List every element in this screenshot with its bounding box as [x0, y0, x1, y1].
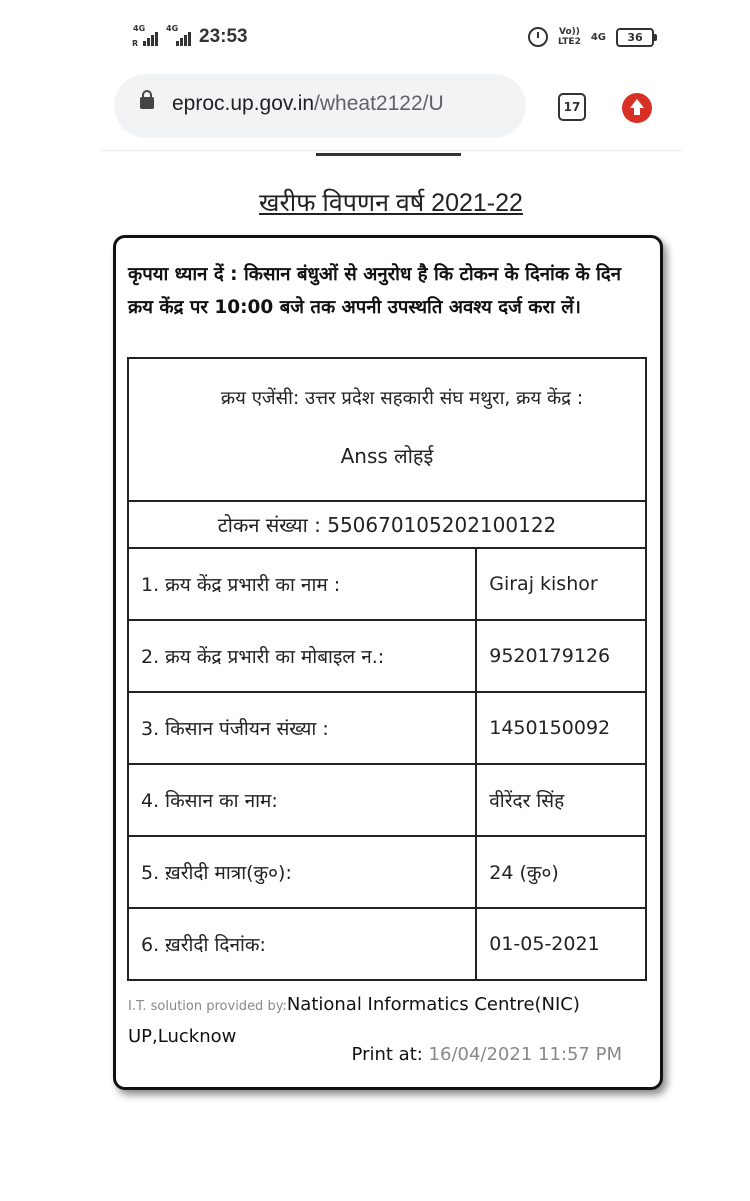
token-details-table [127, 357, 647, 981]
table-row [128, 764, 646, 836]
signal-strength-icon-sim1 [132, 24, 158, 48]
agency-cell [128, 358, 646, 501]
table-row [128, 692, 646, 764]
agency-label: क्रय एजेंसी: उत्तर प्रदेश सहकारी संघ मथुरा, क्रय केंद्र : [220, 388, 584, 409]
row-value: 1450150092 [476, 692, 646, 764]
nic-credit [128, 990, 648, 1052]
url-text[interactable] [172, 92, 512, 116]
battery-level: 36 [627, 30, 643, 44]
update-arrow-icon[interactable] [622, 93, 652, 123]
cut-off-underline [316, 153, 461, 156]
token-row [128, 501, 646, 548]
table-row [128, 620, 646, 692]
notice-text: कृपया ध्यान दें : किसान बंधुओं से अनुरोध है कि टोकन के दिनांक के दिन क्रय केंद्र पर 10:00 बजे तक अपनी उपस्थति अवश्य दर्ज करा लें। [128, 264, 622, 318]
tab-count: 17 [563, 100, 581, 114]
volte-bottom: LTE2 [558, 37, 581, 47]
row-label: 2. क्रय केंद्र प्रभारी का मोबाइल न.: [128, 620, 476, 692]
page-content [100, 150, 682, 1201]
signal-strength-icon-sim2 [166, 24, 191, 46]
status-left [133, 26, 248, 48]
volte-icon [558, 27, 581, 47]
network-type-icon: 4G [590, 31, 606, 43]
address-bar[interactable] [114, 74, 526, 138]
agency-row [128, 358, 646, 501]
row-label: 6. ख़रीदी दिनांक: [128, 908, 476, 980]
status-right [528, 27, 654, 47]
row-label: 1. क्रय केंद्र प्रभारी का नाम : [128, 548, 476, 620]
nic-name: National Informatics Centre(NIC) UP,Lucknow [128, 994, 580, 1047]
token-slip-card [113, 235, 663, 1090]
row-value: Giraj kishor [476, 548, 646, 620]
url-path: /wheat2122/U [314, 92, 444, 115]
row-value: 9520179126 [476, 620, 646, 692]
tab-switcher-button[interactable] [558, 93, 586, 121]
alarm-icon [528, 27, 548, 47]
status-bar [0, 0, 750, 72]
purchase-centre-name: Anss लोहई [340, 444, 434, 468]
row-label: 5. ख़रीदी मात्रा(कु०): [128, 836, 476, 908]
table-row [128, 836, 646, 908]
print-timestamp [352, 1044, 622, 1065]
signal1-sub: R [132, 39, 139, 48]
row-label: 3. किसान पंजीयन संख्या : [128, 692, 476, 764]
row-value: वीरेंदर सिंह [476, 764, 646, 836]
token-number: टोकन संख्या : 550670105202100122 [128, 501, 646, 548]
lock-icon[interactable] [140, 97, 154, 109]
row-value: 24 (कु०) [476, 836, 646, 908]
page-heading: खरीफ विपणन वर्ष 2021-22 [259, 189, 523, 217]
table-row [128, 548, 646, 620]
table-row [128, 908, 646, 980]
signal2-label: 4G [166, 24, 179, 33]
signal1-label: 4G [133, 24, 146, 33]
row-value: 01-05-2021 [476, 908, 646, 980]
print-label: Print at: [351, 1044, 423, 1065]
url-host: eproc.up.gov.in [172, 92, 315, 115]
print-time: 16/04/2021 11:57 PM [428, 1044, 622, 1065]
battery-icon [616, 28, 654, 47]
browser-toolbar [0, 72, 750, 150]
row-label: 4. किसान का नाम: [128, 764, 476, 836]
provided-by-label: I.T. solution provided by: [128, 999, 287, 1014]
volte-top: Vo)) [558, 27, 580, 37]
clock: 23:53 [199, 26, 248, 47]
